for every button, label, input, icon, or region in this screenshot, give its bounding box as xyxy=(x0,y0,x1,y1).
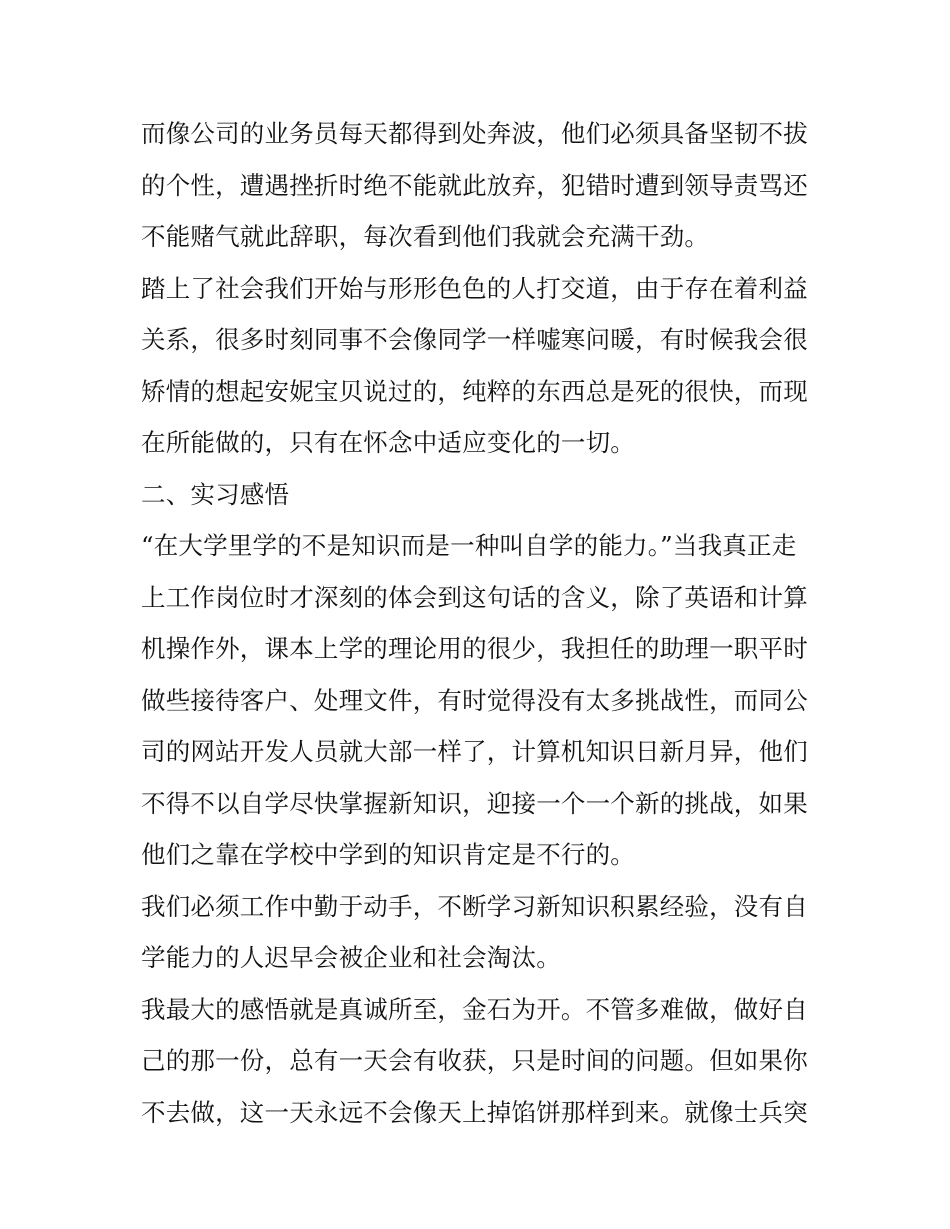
document-body xyxy=(141,108,821,1138)
text-line: 在所能做的，只有在怀念中适应变化的一切。 xyxy=(141,428,635,457)
text-line: 司的网站开发人员就大部一样了，计算机知识日新月异，他们 xyxy=(141,737,808,766)
text-line: 学能力的人迟早会被企业和社会淘汰。 xyxy=(141,943,561,972)
text-line: “在大学里学的不是知识而是一种叫自学的能力。”当我真正走 xyxy=(141,531,797,560)
text-line: 的个性，遭遇挫折时绝不能就此放弃，犯错时遭到领导责骂还 xyxy=(141,170,808,200)
text-line: 他们之靠在学校中学到的知识肯定是不行的。 xyxy=(141,840,635,869)
section-heading: 二、实习感悟 xyxy=(141,479,290,509)
text-line: 不得不以自学尽快掌握新知识，迎接一个一个新的挑战，如果 xyxy=(141,788,808,818)
text-line: 机操作外，课本上学的理论用的很少，我担任的助理一职平时 xyxy=(141,634,808,663)
text-line: 矫情的想起安妮宝贝说过的，纯粹的东西总是死的很快，而现 xyxy=(141,376,808,406)
text-line: 我们必须工作中勤于动手，不断学习新知识积累经验，没有自 xyxy=(141,891,808,921)
text-line: 关系，很多时刻同事不会像同学一样嘘寒问暖，有时候我会很 xyxy=(141,325,808,354)
text-line: 踏上了社会我们开始与形形色色的人打交道，由于存在着利益 xyxy=(141,273,808,303)
text-line: 而像公司的业务员每天都得到处奔波，他们必须具备坚韧不拔 xyxy=(141,119,808,148)
text-line: 己的那一份，总有一天会有收获，只是时间的问题。但如果你 xyxy=(141,1046,808,1075)
text-line: 做些接待客户、处理文件，有时觉得没有太多挑战性，而同公 xyxy=(141,685,808,715)
text-line: 不去做，这一天永远不会像天上掉馅饼那样到来。就像士兵突 xyxy=(141,1097,808,1127)
text-line: 不能赌气就此辞职，每次看到他们我就会充满干劲。 xyxy=(141,222,710,251)
text-line: 上工作岗位时才深刻的体会到这句话的含义，除了英语和计算 xyxy=(141,582,808,612)
text-line: 我最大的感悟就是真诚所至，金石为开。不管多难做，做好自 xyxy=(141,994,808,1024)
